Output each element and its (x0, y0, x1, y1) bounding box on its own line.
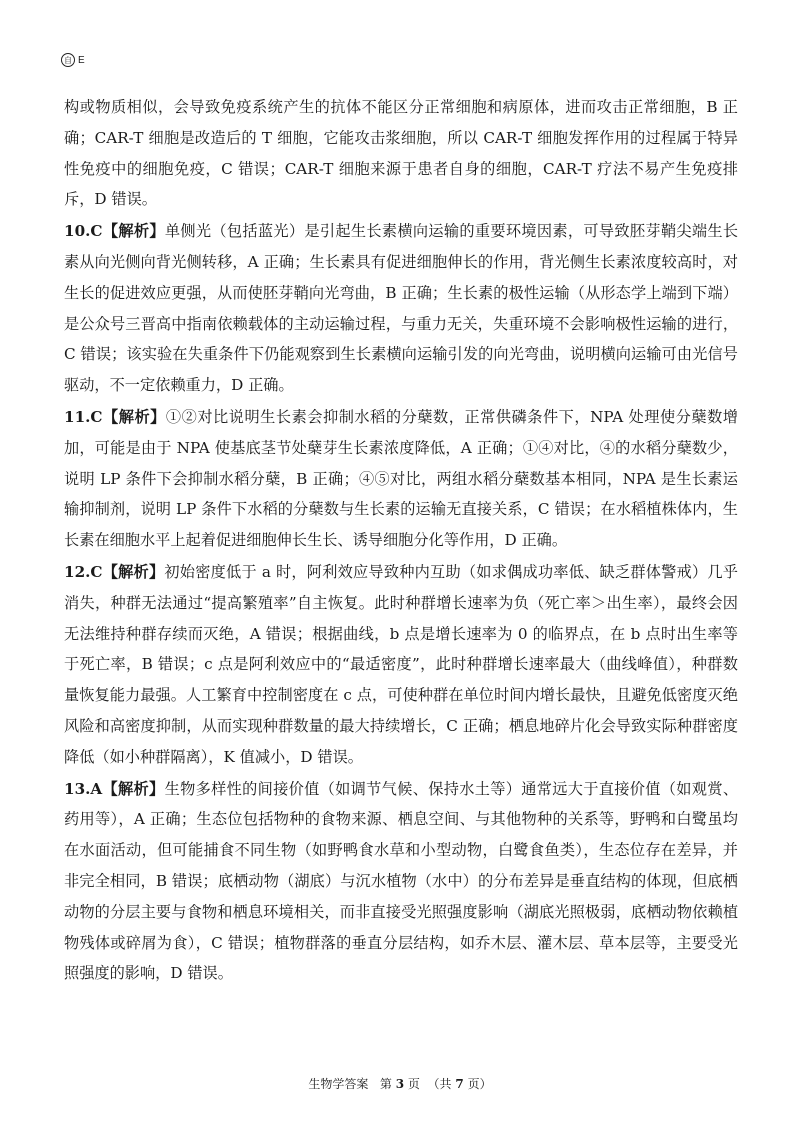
question-number: 10.C (64, 222, 103, 241)
footer-total-prefix: （共 (427, 1077, 452, 1091)
logo-letter: E (78, 54, 85, 66)
question-number: 11.C (64, 407, 103, 426)
paragraph-text: 初始密度低于 a 时，阿利效应导致种内互助（如求偶成功率低、缺乏群体警戒）几乎消失，种群无法通过“提高繁殖率”自主恢复。此时种群增长速率为负（死亡率＞出生率），最终会因无法维持种群存续而灭绝，A 错误；根据曲线，b 点是增长速率为 0 的临界点，在 b 点时出生率等于死亡率，B 错误；c 点是阿利效应中的“最适密度”，此时种群增长速率最大（曲线峰值），种群数量恢复能力最强。人工繁育中控制密度在 c 点，可使种群在单位时间内增长最快，且避免低密度灭绝风险和高密度抑制，从而实现种群数量的最大持续增长，C 正确；栖息地碎片化会导致实际种群密度降低（如小种群隔离），K 值减小，D 错误。 (64, 562, 738, 766)
paragraph-text: 单侧光（包括蓝光）是引起生长素横向运输的重要环境因素，可导致胚芽鞘尖端生长素从向光侧向背光侧转移，A 正确；生长素具有促进细胞伸长的作用，背光侧生长素浓度较高时，对生长的促进效应更强，从而使胚芽鞘向光弯曲，B 正确；生长素的极性运输（从形态学上端到下端）是公众号三晋高中指南依赖载体的主动运输过程，与重力无关，失重环境不会影响极性运输的进行，C 错误；该实验在失重条件下仍能观察到生长素横向运输引发的向光弯曲，说明横向运输可由光信号驱动，不一定依赖重力，D 正确。 (64, 222, 739, 395)
paragraph-text: 构或物质相似，会导致免疫系统产生的抗体不能区分正常细胞和病原体，进而攻击正常细胞，B 正确；CAR-T 细胞是改造后的 T 细胞，它能攻击浆细胞，所以 CAR-T 细胞发挥作用的过程属于特异性免疫中的细胞免疫，C 错误；CAR-T 细胞来源于患者自身的细胞，CAR-T 疗法不易产生免疫排斥，D 错误。 (64, 98, 738, 209)
question-number: 12.C (64, 562, 103, 581)
analysis-tag: 【解析】 (102, 407, 166, 426)
paragraph-text: 生物多样性的间接价值（如调节气候、保持水土等）通常远大于直接价值（如观赏、药用等），A 正确；生态位包括物种的食物来源、栖息空间、与其他物种的关系等，野鸭和白鹭虽均在水面活动，但可能捕食不同生物（如野鸭食水草和小型动物，白鹭食鱼类），生态位存在差异，并非完全相同，B 错误；底栖动物（湖底）与沉水植物（水中）的分布差异是垂直结构的体现，但底栖动物的分层主要与食物和栖息环境相关，而非直接受光照强度影响（湖底光照极弱，底栖动物依赖植物残体或碎屑为食），C 错误；植物群落的垂直分层结构，如乔木层、灌木层、草本层等，主要受光照强度的影响，D 错误。 (64, 779, 739, 983)
logo-circle-icon: 自 (61, 53, 75, 67)
page-footer (0, 1076, 800, 1092)
paragraph-continuation (64, 92, 738, 215)
footer-total-pages: 7 (455, 1077, 464, 1091)
answer-13 (64, 774, 738, 990)
analysis-tag: 【解析】 (102, 222, 165, 241)
footer-total-suffix: 页） (467, 1077, 492, 1091)
answer-10 (64, 216, 738, 401)
analysis-tag: 【解析】 (102, 562, 165, 581)
footer-page-prefix: 第 (379, 1077, 392, 1091)
footer-subject: 生物学答案 (308, 1077, 369, 1091)
answer-content (64, 92, 738, 989)
question-number: 13.A (64, 779, 103, 798)
footer-page-number: 3 (395, 1077, 405, 1091)
answer-11 (64, 402, 738, 556)
publisher-logo (61, 52, 85, 68)
answer-12 (64, 557, 738, 773)
footer-page-suffix: 页 (407, 1077, 420, 1091)
paragraph-text: ①②对比说明生长素会抑制水稻的分蘖数，正常供磷条件下，NPA 处理使分蘖数增加，可能是由于 NPA 使基底茎节处蘖芽生长素浓度降低，A 正确；①④对比，④的水稻分蘖数少，说明 LP 条件下会抑制水稻分蘖，B 正确；④⑤对比，两组水稻分蘖数基本相同，NPA 是生长素运输抑制剂，说明 LP 条件下水稻的分蘖数与生长素的运输无直接关系，C 错误；在水稻植株体内，生长素在细胞水平上起着促进细胞伸长生长、诱导细胞分化等作用，D 正确。 (64, 407, 738, 550)
analysis-tag: 【解析】 (102, 779, 165, 798)
